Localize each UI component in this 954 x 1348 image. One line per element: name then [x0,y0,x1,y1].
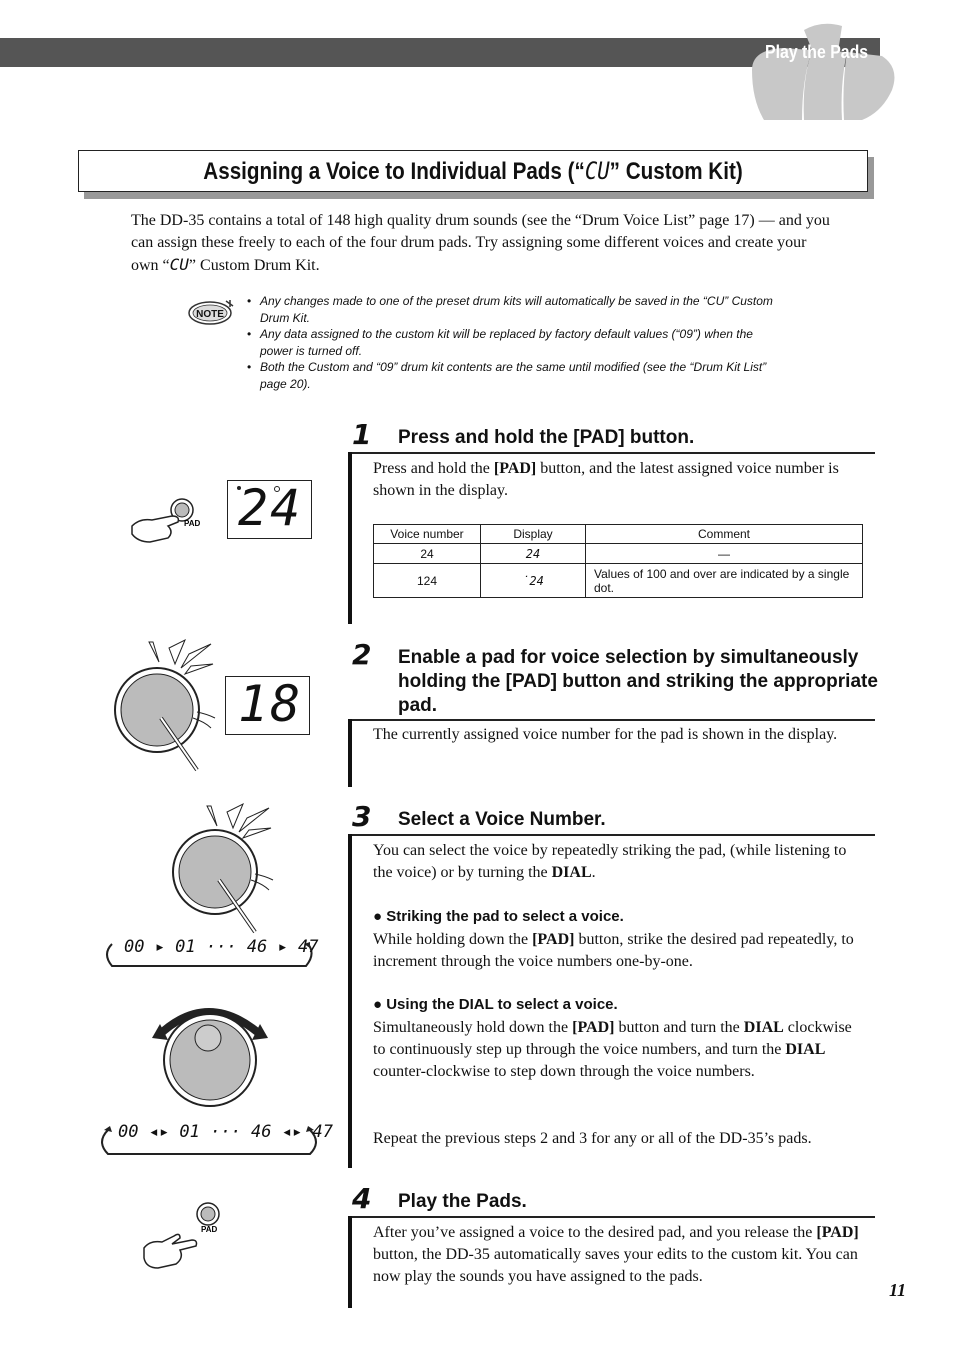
table-header: Display [481,525,586,544]
sequence-text: 00 ◂▸ 01 ··· 46 ◂▸ 47 [118,1122,333,1142]
voice-sequence-1 [104,937,319,970]
note-list [247,293,777,392]
step-3-subheading-dial: ● Using the DIAL to select a voice. [373,996,618,1013]
lcd-display-1 [227,480,312,539]
voice-display-table [373,524,863,598]
sequence-text: 00 ▸ 01 ··· 46 ▸ 47 [124,937,319,957]
step-3-dial-text: Simultaneously hold down the [PAD] button and turn the DIAL clockwise to continuously step up through the voice numbers, and turn the DIAL counter-clockwise to step down through the voice numbers. [373,1019,852,1080]
lcd-value: 24 [238,479,303,537]
table-cell: Values of 100 and over are indicated by a single dot. [586,564,863,598]
step-3-pad-text: While holding down the [PAD] button, strike the desired pad repeatedly, to increment through the voice numbers one-by-one. [373,931,854,970]
note-item: • Both the Custom and “09” drum kit contents are the same until modified (see the “Drum Kit List” page 20). [247,359,777,392]
step-4-number: 4 [352,1182,372,1215]
table-header: Comment [586,525,863,544]
step-1-title: Press and hold the [PAD] button. [398,427,695,448]
note-item: • Any changes made to one of the preset drum kits will automatically be saved in the “CU” Custom Drum Kit. [247,293,777,326]
page-title: Assigning a Voice to Individual Pads (“CU” Custom Kit) [203,157,743,185]
step-2-rule [350,719,875,721]
table-header: Voice number [374,525,481,544]
hand-press-pad-icon [128,494,204,546]
note-label: NOTE [196,309,224,320]
step-4-title: Play the Pads. [398,1191,527,1212]
step-3-bar [348,834,352,1168]
step-3-subheading-pad: ● Striking the pad to select a voice. [373,908,624,925]
step-3-number: 3 [352,800,372,833]
lcd-value: 18 [238,675,303,733]
table-cell: 24 [481,544,586,564]
table-cell: ˙24 [481,564,586,598]
table-cell: 124 [374,564,481,598]
step-1-body: Press and hold the [PAD] button, and the latest assigned voice number is shown in the display. [373,460,839,499]
note-icon [186,298,236,326]
step-3-rule [350,834,875,836]
strike-pad-icon [165,800,281,940]
note-item: • Any data assigned to the custom kit will be replaced by factory default values (“09”) when the power is turned off. [247,326,777,359]
dial-icon [148,998,272,1108]
page-number: 11 [888,1280,906,1300]
step-2-number: 2 [352,638,372,671]
intro-paragraph: The DD-35 contains a total of 148 high quality drum sounds (see the “Drum Voice List” page 17) — and you can assign these freely to each of the four drum pads. Try assigning some different voices and create your own “CU” Custom Drum Kit. [131,212,830,274]
section-title: Play the Pads [764,42,868,62]
custom-kit-code: CU [584,157,610,185]
strike-pad-icon [105,636,221,776]
voice-sequence-2 [96,1122,333,1158]
header-graphic [742,20,902,122]
lcd-display-2 [225,676,310,735]
step-1-rule [350,452,875,454]
table-cell: 24 [374,544,481,564]
step-2-bar [348,719,352,787]
pad-label: PAD [201,1225,218,1234]
pad-label: PAD [184,519,201,528]
step-2-title: Enable a pad for voice selection by simultaneously holding the [PAD] button and striking the appropriate pad. [398,647,878,716]
step-1-number: 1 [352,418,372,451]
step-3-repeat-text: Repeat the previous steps 2 and 3 for any or all of the DD-35’s pads. [373,1130,812,1147]
step-2-body: The currently assigned voice number for the pad is shown in the display. [373,726,838,743]
table-cell: — [586,544,863,564]
title-box [78,150,868,192]
step-4-rule [350,1216,875,1218]
hand-release-pad-icon [140,1198,230,1272]
step-3-title: Select a Voice Number. [398,809,606,830]
step-4-bar [348,1216,352,1308]
step-3-body: You can select the voice by repeatedly striking the pad, (while listening to the voice) or by turning the DIAL. [373,842,847,881]
step-4-body: After you’ve assigned a voice to the desired pad, and you release the [PAD] button, the DD-35 automatically saves your edits to the custom kit. You can now play the sounds you have assigned to the pads. [373,1224,859,1285]
step-1-bar [348,452,352,624]
